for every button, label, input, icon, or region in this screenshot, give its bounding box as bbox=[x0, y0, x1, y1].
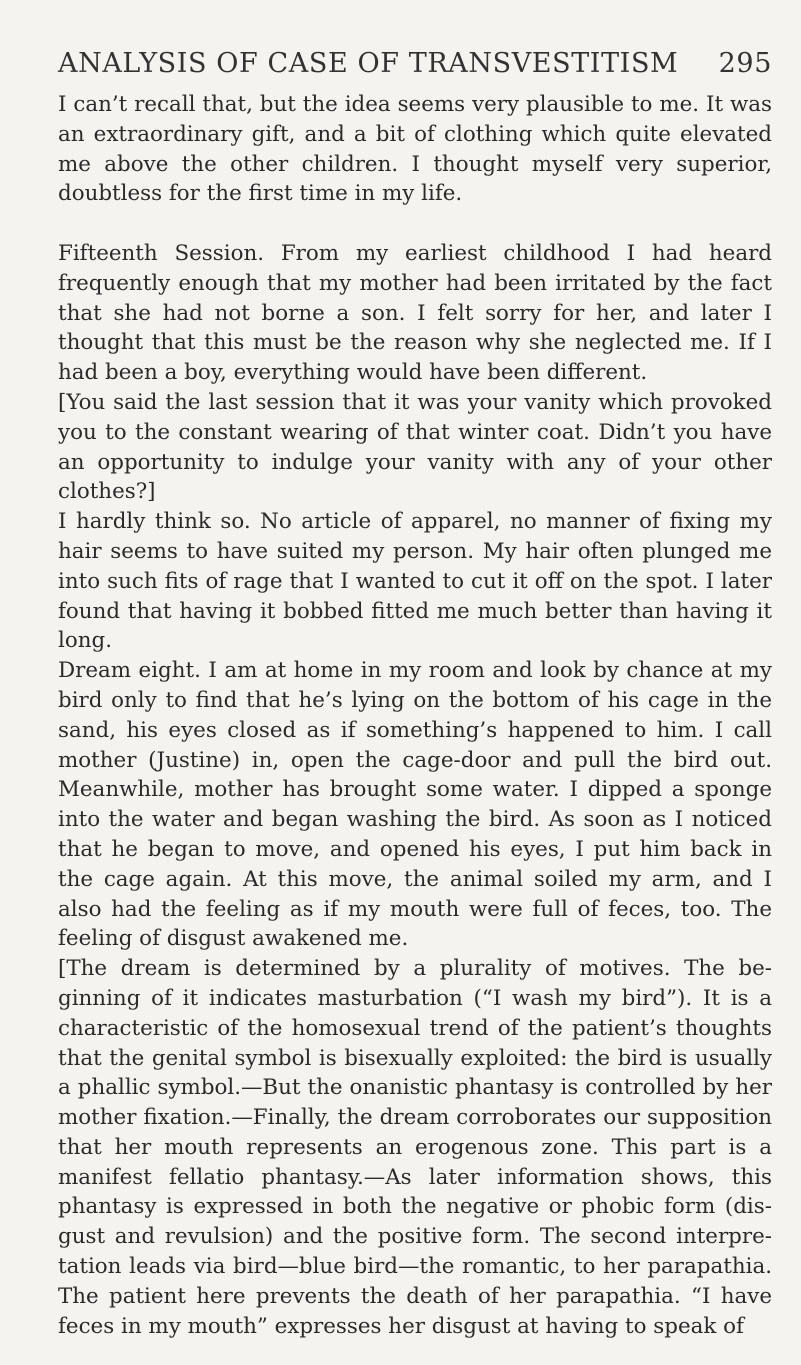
paragraph-5: Dream eight. I am at home in my room and look by chance at my bird only to find that he’s lying on the bottom of his cage in the sand, his eyes closed as if something’s happened to him. I call mother (Justine) in, open the cage-door and pull the bird out. Meanwhile, mother has brought some water. I dipped a sponge into the water and began washing the bird. As soon as I noticed that he began to move, and opened his eyes, I put him back in the cage again. At this move, the animal soiled my arm, and I also had the feeling as if my mouth were full of feces, too. The feeling of disgust awakened me. bbox=[58, 658, 772, 952]
page-header bbox=[58, 48, 772, 88]
running-head: ANALYSIS OF CASE OF TRANSVESTITISM bbox=[58, 48, 679, 79]
paragraph-3: [You said the last session that it was your vanity which provoked you to the constant wearing of that winter coat. Didn’t you have an opportunity to indulge your vanity with any of your other clothes?] bbox=[58, 389, 772, 505]
paragraph-6: [The dream is determined by a plurality of motives. The beginning of it indicates masturbation (“I wash my bird”). It is a characteristic of the homosexual trend of the patient’s thoughts that the genital symbol is bisexually exploited: the bird is usually a phallic symbol.—But the onanistic phantasy is controlled by her mother fixation.—Finally, the dream corroborates our supposition that her mouth represents an erogenous zone. This part is a manifest fellatio phantasy.—As later information shows, this phantasy is expressed in both the negative or phobic form (disgust and revulsion) and the positive form. The second interpretation leads via bird—blue bird—the romantic, to her parapathia. The patient here prevents the death of her parapathia. “I have feces in my mouth” expresses her disgust at having to speak of bbox=[58, 956, 772, 1339]
book-page bbox=[58, 48, 772, 1341]
body-text bbox=[58, 90, 772, 1341]
page-number: 295 bbox=[718, 48, 772, 79]
paragraph-2: Fifteenth Session. From my earliest childhood I had heard frequently enough that my mother had been irritated by the fact that she had not borne a son. I felt sorry for her, and later I thought that this must be the reason why she neglected me. If I had been a boy, everything would have been different. bbox=[58, 240, 772, 386]
paragraph-4: I hardly think so. No article of apparel, no manner of fixing my hair seems to have suited my person. My hair often plunged me into such fits of rage that I wanted to cut it off on the spot. I later found that having it bobbed fitted me much better than having it long. bbox=[58, 509, 772, 654]
paragraph-1: I can’t recall that, but the idea seems very plausible to me. It was an extraordinary gift, and a bit of clothing which quite elevated me above the other children. I thought myself very superior, doubtless for the first time in my life. bbox=[58, 92, 772, 207]
